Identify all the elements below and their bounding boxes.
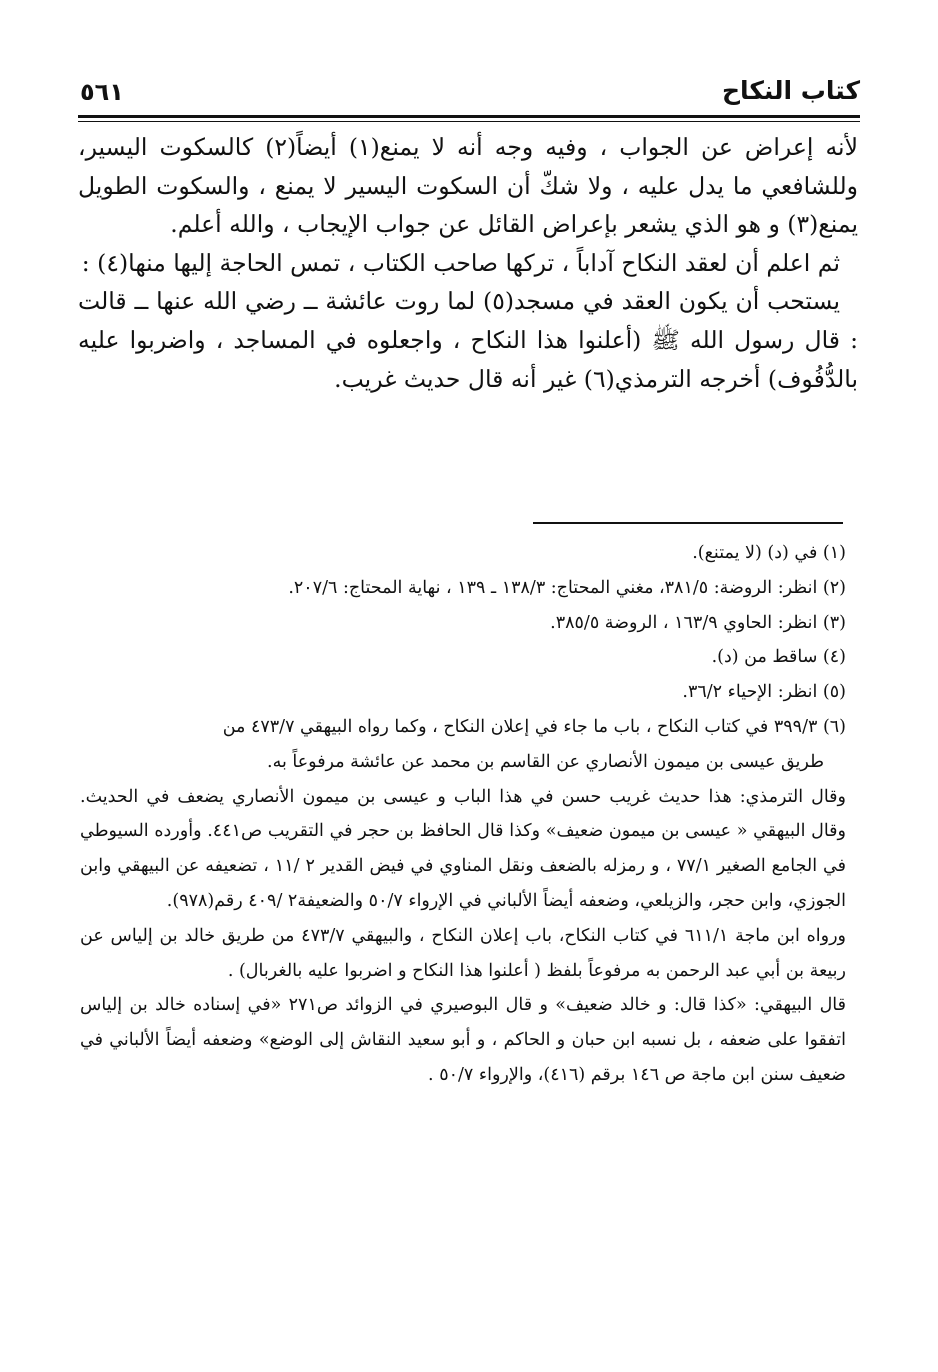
footnote-4: (٤) ساقط من (د). — [711, 647, 846, 668]
main-paragraph-2: ثم اعلم أن لعقد النكاح آداباً ، تركها صاحب الكتاب ، تمس الحاجة إليها منها(٤) : — [81, 248, 840, 277]
main-paragraph-3: يستحب أن يكون العقد في مسجد(٥) لما روت عائشة ــ رضي الله عنها ــ قالت : قال رسول الله ﷺ (أعلنوا هذا النكاح ، واجعلوه في المساجد ، واضربوا عليه بالدُّفُوف) أخرجه الترمذي(٦) غير أنه قال حديث غريب. — [78, 287, 858, 393]
footnote-3: (٣) انظر: الحاوي ١٦٣/٩ ، الروضة ٣٨٥/٥. — [550, 612, 846, 633]
page-header — [78, 72, 860, 112]
header-rule-thin — [78, 121, 860, 122]
footnote-6: (٦) ٣٩٩/٣ في كتاب النكاح ، باب ما جاء في إعلان النكاح ، وكما رواه البيهقي ٤٧٣/٧ من — [222, 716, 846, 737]
footnote-5: (٥) انظر: الإحياء ٣٦/٢. — [682, 682, 846, 703]
footnote-6-continuation: طريق عيسى بن ميمون الأنصاري عن القاسم بن محمد عن عائشة مرفوعاً به. — [267, 751, 824, 772]
page-number: ٥٦١ — [80, 78, 124, 106]
footnote-1: (١) في (د) (لا يمتنع). — [692, 543, 846, 563]
main-paragraph-1: لأنه إعراض عن الجواب ، وفيه وجه أنه لا يمنع(١) أيضاً(٢) كالسكوت اليسير، وللشافعي ما يدل عليه ، ولا شكّ أن السكوت اليسير لا يمنع ، والسكوت الطويل يمنع(٣) و هو الذي يشعر بإعراض القائل عن جواب الإيجاب ، والله أعلم. — [78, 133, 858, 239]
footnote-2: (٢) انظر: الروضة: ٣٨١/٥، مغني المحتاج: ١٣٨/٣ ـ ١٣٩ ، نهاية المحتاج: ٢٠٧/٦. — [288, 577, 846, 598]
chapter-title: كتاب النكاح — [721, 76, 860, 105]
footnote-6-paragraph-2: وقال الترمذي: هذا حديث غريب حسن في هذا الباب و عيسى بن ميمون الأنصاري يضعف في الحديث. وقال البيهقي « عيسى بن ميمون ضعيف» وكذا قال الحافظ بن حجر في التقريب ص٤٤١. وأورده السيوطي في الجامع الصغير ٧٧/١ ، و رمزله بالضعف ونقل المناوي في فيض القدير ٢ /١١ ، تضعيفه عن البيهقي وابن الجوزي، وابن حجر، والزيلعي، وضعفه أيضاً الألباني في الإرواء ٥٠/٧ والضعيفة٢ /٤٠٩ رقم(٩٧٨). — [80, 786, 846, 911]
header-rule-thick — [78, 115, 860, 118]
footnotes — [80, 536, 846, 1093]
main-text — [78, 128, 858, 398]
footnote-separator — [533, 522, 843, 524]
footnote-6-paragraph-3: ورواه ابن ماجة ٦١١/١ في كتاب النكاح، باب إعلان النكاح ، والبيهقي ٤٧٣/٧ من طريق خالد بن إلياس عن ربيعة بن أبي عبد الرحمن به مرفوعاً بلفظ ( أعلنوا هذا النكاح و اضربوا عليه بالغربال) . — [80, 925, 846, 981]
footnote-6-paragraph-4: قال البيهقي: «كذا قال: و خالد ضعيف» و قال البوصيري في الزوائد ص٢٧١ «في إسناده خالد بن إلياس اتفقوا على ضعفه ، بل نسبه ابن حبان و الحاكم ، و أبو سعيد النقاش إلى الوضع» وضعفه أيضاً الألباني في ضعيف سنن ابن ماجة ص ١٤٦ برقم (٤١٦)، والإرواء ٥٠/٧ . — [80, 995, 846, 1085]
